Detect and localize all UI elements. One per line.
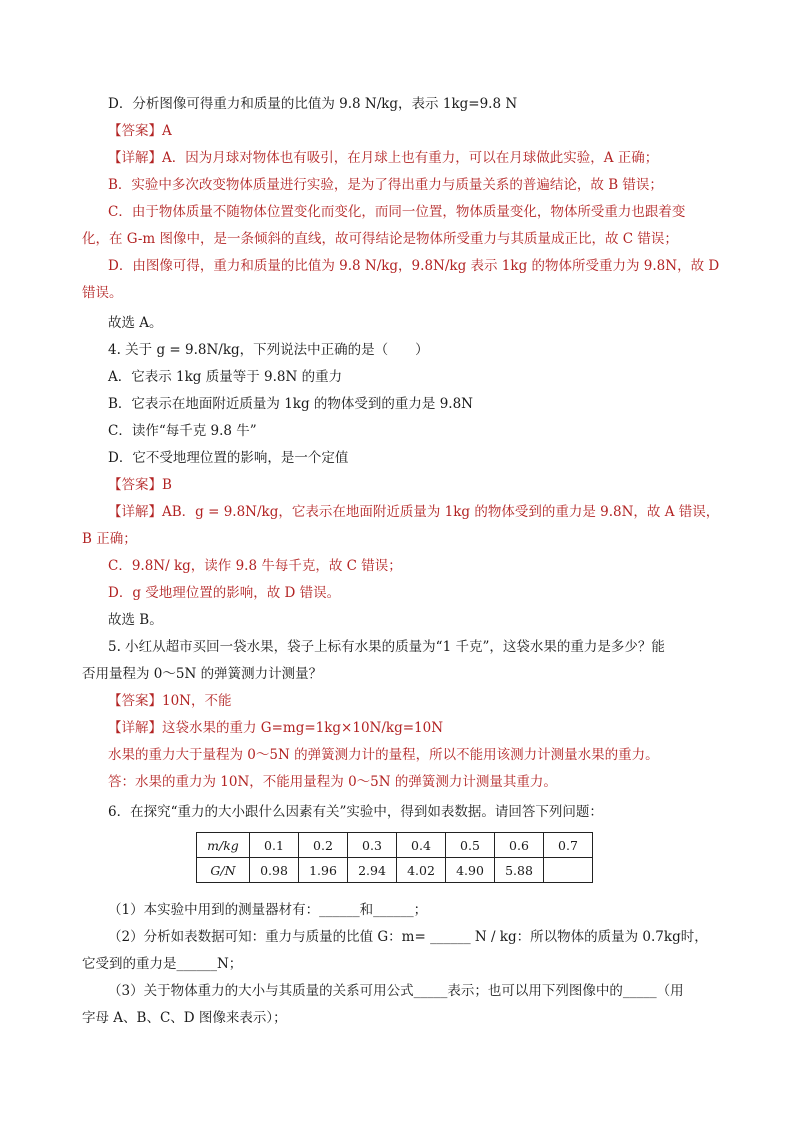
- text-line: 水果的重力大于量程为 0～5N 的弹簧测力计的量程，所以不能用该测力计测量水果的重力。: [108, 747, 659, 763]
- text-line: （1）本实验中用到的测量器材有：______和______；: [108, 902, 428, 918]
- data-table: [196, 832, 593, 883]
- text-line: D．分析图像可得重力和质量的比值为 9.8 N/kg，表示 1kg=9.8 N: [108, 96, 518, 112]
- text-line: 6．在探究“重力的大小跟什么因素有关”实验中，得到如表数据。请回答下列问题：: [108, 804, 603, 820]
- text-line: 【详解】AB．g = 9.8N/kg，它表示在地面附近质量为 1kg 的物体受到的重力是 9.8N，故 A 错误，: [108, 504, 720, 520]
- table-cell: 0.98: [250, 858, 299, 883]
- text-line: 【详解】A．因为月球对物体也有吸引，在月球上也有重力，可以在月球做此实验，A 正确；: [108, 150, 659, 166]
- table-header-gravity: G/N: [197, 858, 250, 883]
- table-cell: 0.4: [397, 833, 446, 858]
- table-row-gravity: [197, 858, 593, 883]
- table-cell: 1.96: [299, 858, 348, 883]
- text-line: 故选 A。: [108, 315, 163, 331]
- text-line: 字母 A、B、C、D 图像来表示）；: [82, 1010, 287, 1026]
- text-line: B．实验中多次改变物体质量进行实验，是为了得出重力与质量关系的普遍结论，故 B 错误；: [108, 177, 663, 193]
- text-line: （3）关于物体重力的大小与其质量的关系可用公式_____表示；也可以用下列图像中的_____（用: [108, 983, 684, 999]
- table-cell: 4.90: [446, 858, 495, 883]
- table-header-mass: m/kg: [197, 833, 250, 858]
- text-line: 错误。: [82, 285, 123, 301]
- table-cell: 0.2: [299, 833, 348, 858]
- text-line: C．由于物体质量不随物体位置变化而变化，而同一位置，物体质量变化，物体所受重力也跟着变: [108, 204, 686, 220]
- text-line: 4. 关于 g = 9.8N/kg，下列说法中正确的是（ ）: [108, 342, 429, 358]
- text-line: B．它表示在地面附近质量为 1kg 的物体受到的重力是 9.8N: [108, 396, 473, 412]
- table-cell: 2.94: [348, 858, 397, 883]
- text-line: 答：水果的重力为 10N，不能用量程为 0～5N 的弹簧测力计测量其重力。: [108, 774, 557, 790]
- text-line: 5. 小红从超市买回一袋水果，袋子上标有水果的质量为“1 千克”，这袋水果的重力是多少？能: [108, 639, 665, 655]
- table-cell: [544, 858, 593, 883]
- text-line: 【答案】10N，不能: [108, 693, 232, 709]
- table-cell: 0.3: [348, 833, 397, 858]
- table-cell: 5.88: [495, 858, 544, 883]
- text-line: 它受到的重力是______N；: [82, 956, 243, 972]
- text-line: 否用量程为 0～5N 的弹簧测力计测量？: [82, 666, 323, 682]
- text-line: 故选 B。: [108, 612, 163, 628]
- text-line: 【答案】A: [108, 123, 172, 139]
- text-line: C．9.8N/ kg，读作 9.8 牛每千克，故 C 错误；: [108, 558, 402, 574]
- table-row-mass: [197, 833, 593, 858]
- table-cell: 4.02: [397, 858, 446, 883]
- text-line: （2）分析如表数据可知：重力与质量的比值 G：m= ______ N / kg：所以物体的质量为 0.7kg时，: [108, 929, 708, 945]
- text-line: D．它不受地理位置的影响，是一个定值: [108, 450, 349, 466]
- text-line: 【答案】B: [108, 477, 172, 493]
- text-line: B 正确；: [82, 531, 137, 547]
- text-line: C．读作“每千克 9.8 牛”: [108, 423, 257, 439]
- text-line: 化，在 G-m 图像中，是一条倾斜的直线，故可得结论是物体所受重力与其质量成正比，故 C 错误；: [82, 231, 678, 247]
- table-cell: 0.6: [495, 833, 544, 858]
- table-cell: 0.7: [544, 833, 593, 858]
- text-line: D．由图像可得，重力和质量的比值为 9.8 N/kg，9.8N/kg 表示 1kg 的物体所受重力为 9.8N，故 D: [108, 258, 720, 274]
- table-cell: 0.5: [446, 833, 495, 858]
- table-cell: 0.1: [250, 833, 299, 858]
- text-line: D．g 受地理位置的影响，故 D 错误。: [108, 585, 341, 601]
- text-line: A．它表示 1kg 质量等于 9.8N 的重力: [108, 369, 343, 385]
- text-line: 【详解】这袋水果的重力 G=mg=1kg×10N/kg=10N: [108, 720, 444, 736]
